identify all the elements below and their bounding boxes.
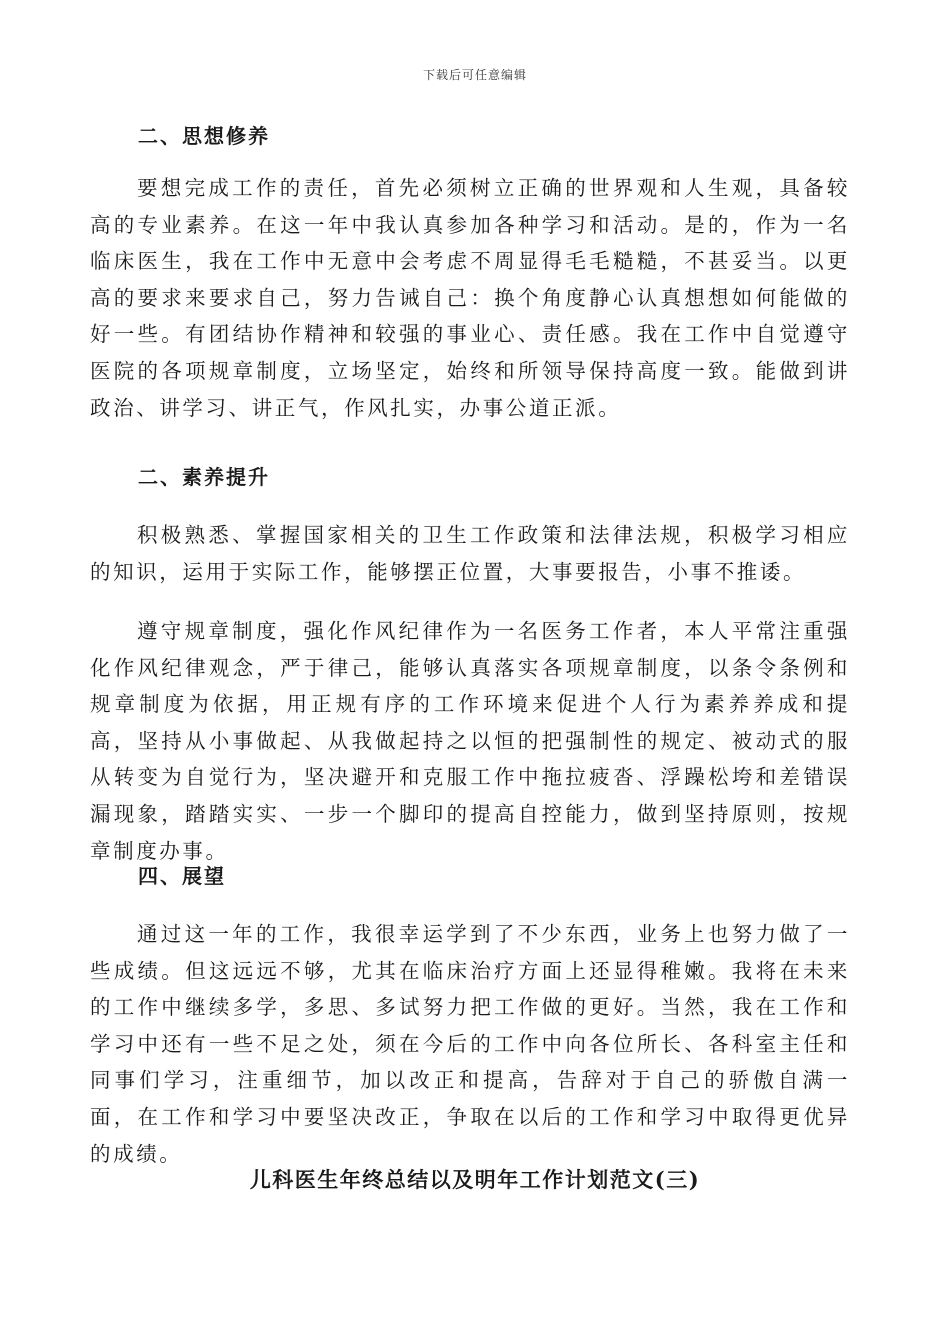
document-title: 儿科医生年终总结以及明年工作计划范文(三)	[249, 1167, 701, 1192]
section-heading-quality: 二、素养提升	[138, 465, 270, 489]
section-heading-thought: 二、思想修养	[138, 124, 270, 148]
paragraph-quality-2: 遵守规章制度，强化作风纪律作为一名医务工作者，本人平常注重强化作风纪律观念，严于律己，能够认真落实各项规章制度，以条令条例和规章制度为依据，用正规有序的工作环境来促进个人行为素养养成和提高，坚持从小事做起、从我做起持之以恒的把强制性的规定、被动式的服从转变为自觉行为，坚决避开和克服工作中拖拉疲沓、浮躁松垮和差错误漏现象，踏踏实实、一步一个脚印的提高自控能力，做到坚持原则，按规章制度办事。	[90, 619, 850, 863]
paragraph-quality-1: 积极熟悉、掌握国家相关的卫生工作政策和法律法规，积极学习相应的知识，运用于实际工作，能够摆正位置，大事要报告，小事不推诿。	[90, 523, 850, 584]
paragraph-thought: 要想完成工作的责任，首先必须树立正确的世界观和人生观，具备较高的专业素养。在这一年中我认真参加各种学习和活动。是的，作为一名临床医生，我在工作中无意中会考虑不周显得毛毛糙糙，不甚妥当。以更高的要求来要求自己，努力告诫自己：换个角度静心认真想想如何能做的好一些。有团结协作精神和较强的事业心、责任感。我在工作中自觉遵守医院的各项规章制度，立场坚定，始终和所领导保持高度一致。能做到讲政治、讲学习、讲正气，作风扎实，办事公道正派。	[90, 176, 850, 420]
section-heading-outlook: 四、展望	[138, 864, 226, 888]
paragraph-outlook: 通过这一年的工作，我很幸运学到了不少东西，业务上也努力做了一些成绩。但这远远不够，尤其在临床治疗方面上还显得稚嫩。我将在未来的工作中继续多学，多思、多试努力把工作做的更好。当然，我在工作和学习中还有一些不足之处，须在今后的工作中向各位所长、各科室主任和同事们学习，注重细节，加以改正和提高，告辞对于自己的骄傲自满一面，在工作和学习中要坚决改正，争取在以后的工作和学习中取得更优异的成绩。	[90, 922, 850, 1166]
header-note: 下载后可任意编辑	[422, 68, 527, 82]
